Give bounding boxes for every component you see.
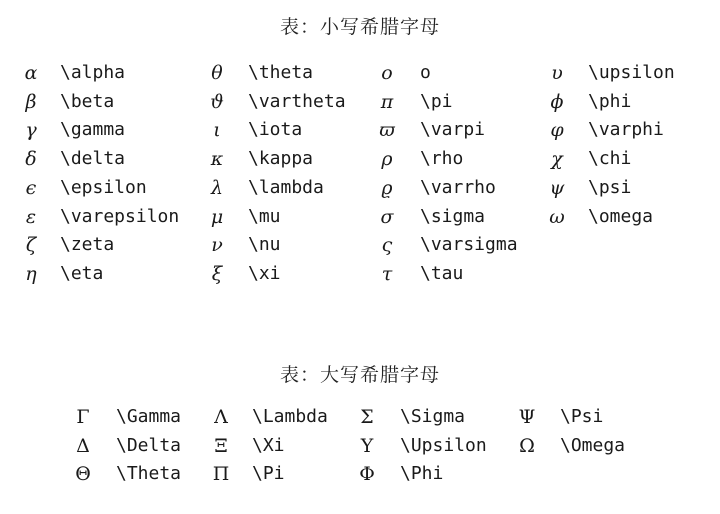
greek-symbol: ι bbox=[213, 119, 221, 142]
greek-symbol: o bbox=[381, 62, 393, 84]
latex-command: \omega bbox=[588, 205, 654, 227]
table-row bbox=[0, 461, 720, 489]
greek-symbol: χ bbox=[551, 148, 563, 171]
latex-command: \nu bbox=[248, 234, 281, 256]
latex-command: \Omega bbox=[560, 434, 626, 456]
table-row bbox=[0, 146, 720, 174]
greek-symbol: κ bbox=[210, 148, 224, 171]
greek-symbol: φ bbox=[550, 119, 564, 142]
table-row bbox=[0, 433, 720, 461]
greek-symbol: Φ bbox=[359, 463, 375, 485]
latex-command: \epsilon bbox=[60, 176, 147, 198]
greek-symbol: θ bbox=[211, 62, 223, 84]
latex-command: \beta bbox=[60, 90, 115, 112]
greek-symbol: Π bbox=[212, 463, 230, 485]
table-row bbox=[0, 60, 720, 88]
greek-symbol: ζ bbox=[25, 234, 37, 257]
table-row bbox=[0, 261, 720, 289]
latex-command: \Xi bbox=[252, 434, 285, 456]
lowercase-table-caption: 表：小写希腊字母 bbox=[279, 16, 440, 38]
latex-command: \delta bbox=[60, 148, 126, 170]
greek-symbol: Ω bbox=[519, 434, 535, 457]
greek-symbol: Λ bbox=[214, 406, 228, 428]
latex-command: \iota bbox=[248, 119, 303, 141]
latex-command: \Delta bbox=[116, 434, 182, 456]
greek-symbol: μ bbox=[210, 205, 224, 228]
latex-command: \phi bbox=[588, 90, 632, 112]
greek-symbol: π bbox=[380, 90, 394, 113]
latex-command: \chi bbox=[588, 148, 632, 170]
greek-symbol: υ bbox=[551, 62, 563, 84]
latex-command: \Phi bbox=[400, 463, 444, 484]
greek-symbol: Ξ bbox=[214, 434, 228, 457]
latex-command: o bbox=[420, 62, 431, 83]
greek-symbol: Ψ bbox=[518, 406, 536, 428]
greek-symbol: τ bbox=[381, 262, 393, 285]
latex-command: \psi bbox=[588, 176, 632, 198]
latex-command: \kappa bbox=[248, 148, 314, 170]
latex-command: \Psi bbox=[560, 406, 604, 427]
greek-symbol: Δ bbox=[76, 434, 90, 457]
latex-command: \theta bbox=[248, 62, 314, 83]
greek-symbol: ϖ bbox=[379, 119, 395, 142]
greek-symbol: ς bbox=[381, 234, 393, 257]
latex-command: \upsilon bbox=[588, 62, 675, 83]
latex-command: \varphi bbox=[588, 119, 664, 141]
table-row bbox=[0, 404, 720, 432]
greek-symbol: η bbox=[25, 262, 37, 285]
latex-command: \varepsilon bbox=[60, 205, 180, 227]
greek-symbol: Γ bbox=[76, 406, 90, 428]
latex-command: \rho bbox=[420, 148, 464, 170]
greek-symbol: δ bbox=[25, 148, 37, 171]
latex-command: \Pi bbox=[252, 463, 285, 484]
greek-symbol: ξ bbox=[211, 262, 223, 285]
greek-symbol: ϱ bbox=[381, 176, 393, 199]
latex-command: \vartheta bbox=[248, 90, 346, 112]
greek-symbol: ν bbox=[211, 234, 223, 257]
greek-symbol: ϕ bbox=[550, 90, 564, 113]
latex-command: \gamma bbox=[60, 119, 126, 141]
greek-symbol: ϵ bbox=[25, 176, 37, 199]
latex-command: \Theta bbox=[116, 463, 182, 484]
table-row bbox=[0, 117, 720, 145]
latex-command: \varsigma bbox=[420, 234, 518, 256]
greek-symbol: β bbox=[25, 90, 37, 113]
greek-symbol: α bbox=[24, 62, 38, 84]
table-row bbox=[0, 89, 720, 117]
latex-command: \lambda bbox=[248, 176, 324, 198]
latex-command: \eta bbox=[60, 262, 104, 284]
greek-symbol: ψ bbox=[549, 176, 565, 199]
greek-symbol: Θ bbox=[75, 463, 91, 485]
latex-command: \tau bbox=[420, 262, 464, 284]
uppercase-table-caption: 表：大写希腊字母 bbox=[279, 364, 440, 386]
greek-symbol: ϑ bbox=[210, 90, 224, 113]
table-row bbox=[0, 175, 720, 203]
table-row bbox=[0, 232, 720, 260]
latex-command: \Gamma bbox=[116, 406, 182, 427]
latex-command: \sigma bbox=[420, 205, 486, 227]
latex-command: \zeta bbox=[60, 234, 115, 256]
greek-symbol: λ bbox=[210, 176, 224, 199]
latex-command: \Lambda bbox=[252, 406, 328, 427]
latex-command: \alpha bbox=[60, 62, 126, 83]
latex-command: \Upsilon bbox=[400, 434, 487, 456]
greek-symbol: γ bbox=[25, 119, 37, 142]
latex-command: \mu bbox=[248, 205, 281, 227]
latex-command: \Sigma bbox=[400, 406, 466, 427]
latex-command: \pi bbox=[420, 90, 453, 112]
table-row bbox=[0, 204, 720, 232]
greek-symbol: σ bbox=[380, 205, 394, 228]
latex-command: \varpi bbox=[420, 119, 486, 141]
greek-symbol: Σ bbox=[360, 406, 374, 428]
greek-symbol: ρ bbox=[381, 148, 393, 171]
latex-command: \varrho bbox=[420, 176, 496, 198]
greek-symbol: ω bbox=[549, 205, 565, 228]
greek-symbol: Υ bbox=[360, 434, 374, 457]
greek-symbol: ε bbox=[25, 205, 37, 228]
latex-command: \xi bbox=[248, 262, 281, 284]
